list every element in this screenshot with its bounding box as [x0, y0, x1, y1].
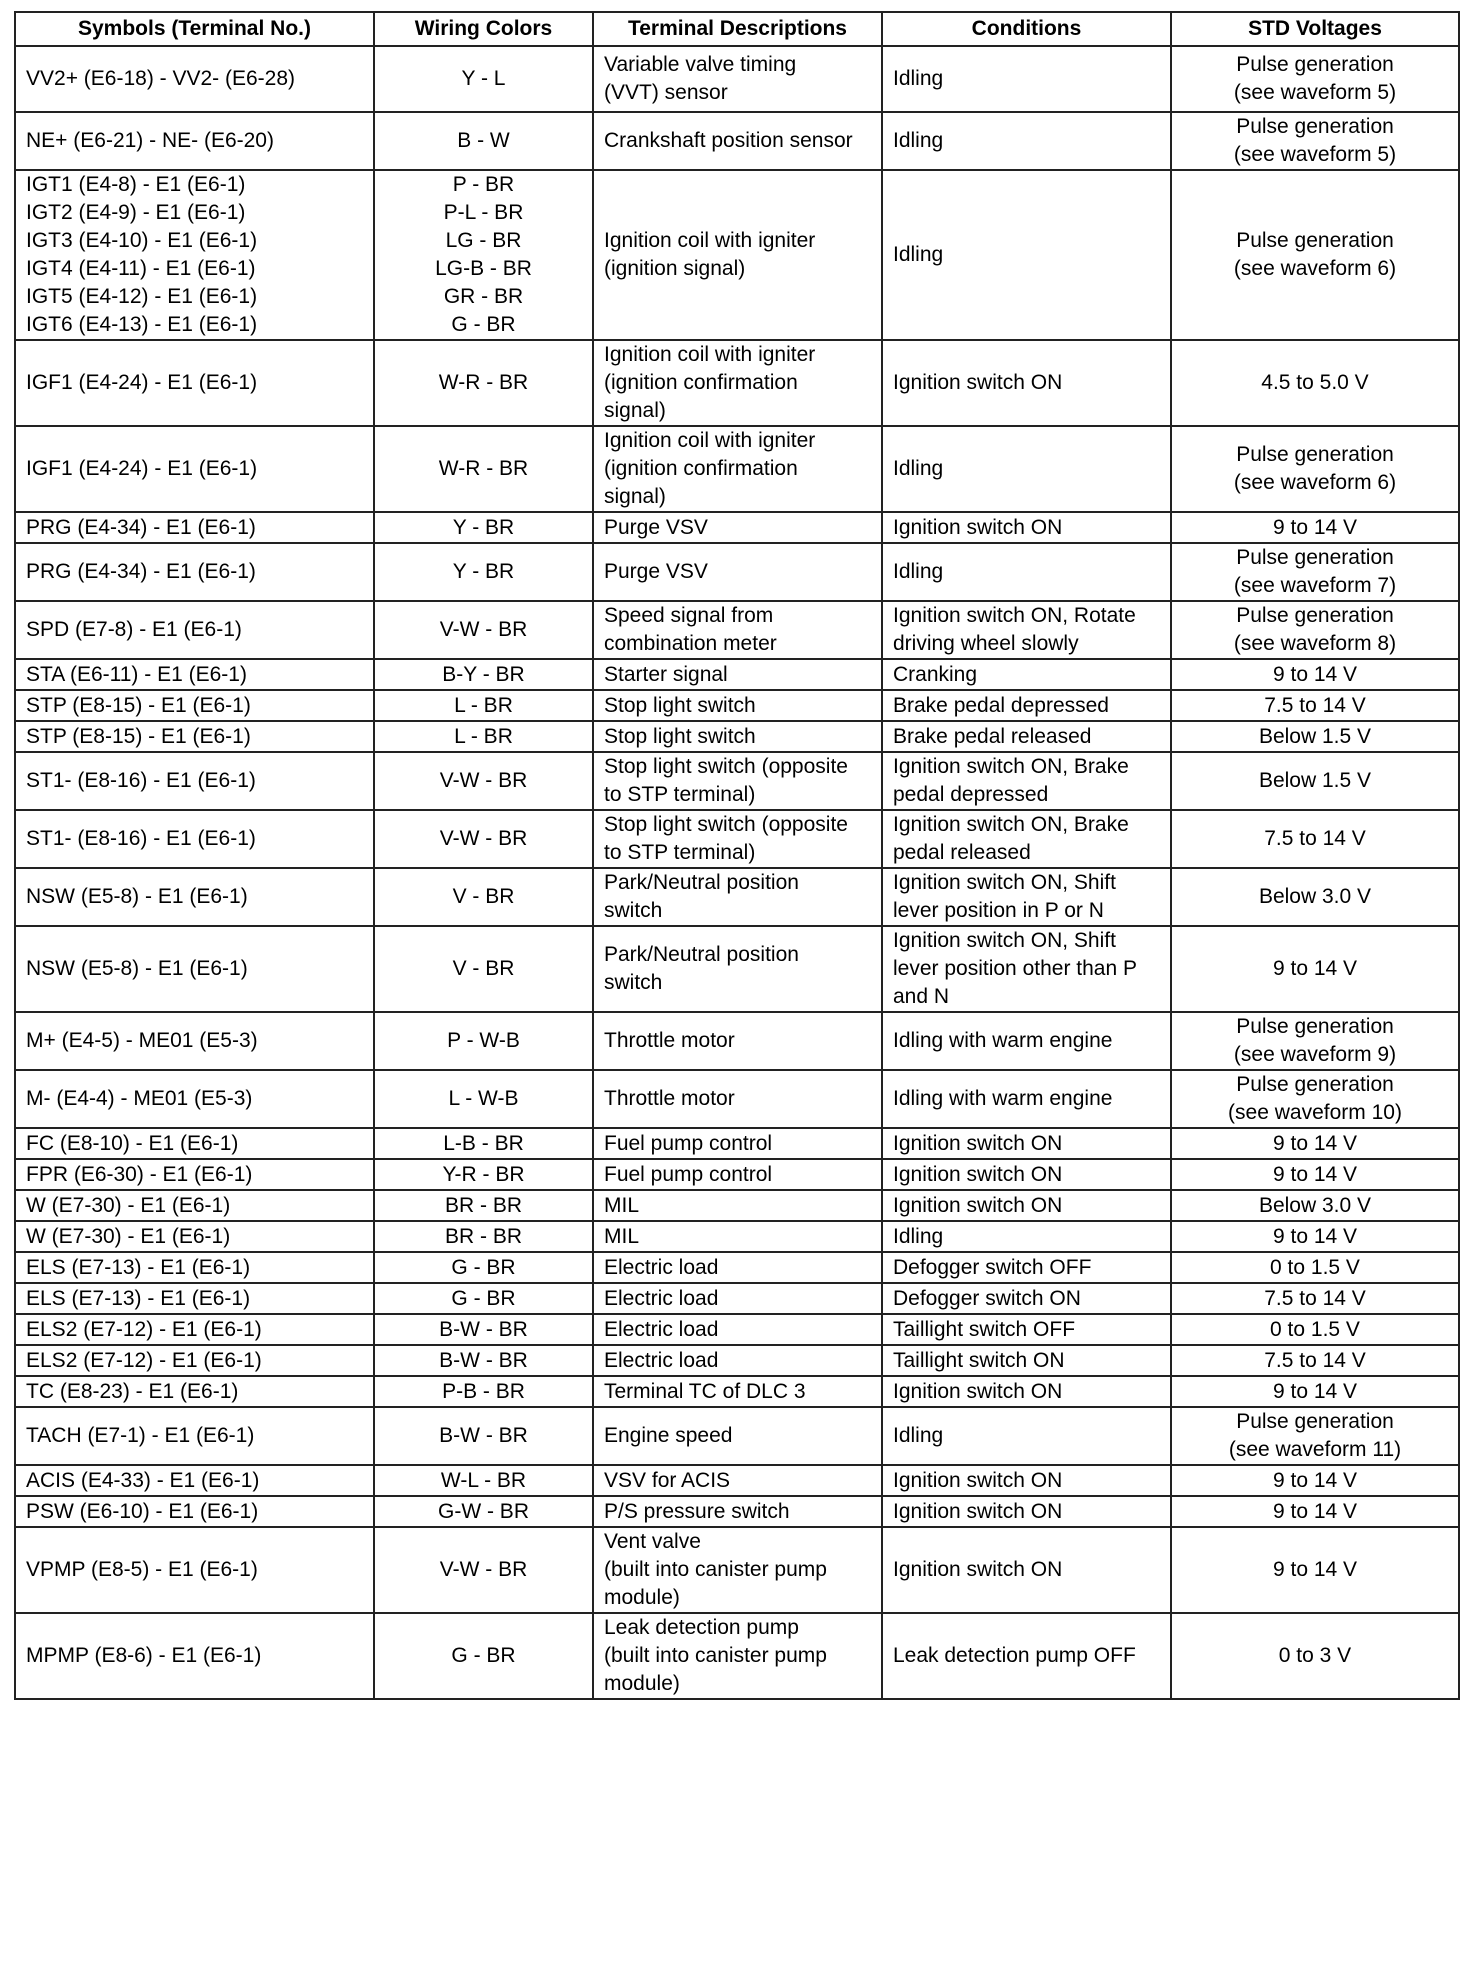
description-cell: Park/Neutral position switch: [593, 926, 882, 1012]
description-cell: Engine speed: [593, 1407, 882, 1465]
wiring-color-cell: W-R - BR: [374, 340, 593, 426]
voltage-cell: Below 3.0 V: [1171, 1190, 1459, 1221]
voltage-cell: Pulse generation (see waveform 5): [1171, 112, 1459, 170]
symbol-cell: IGF1 (E4-24) - E1 (E6-1): [15, 340, 374, 426]
symbol-cell: ACIS (E4-33) - E1 (E6-1): [15, 1465, 374, 1496]
condition-cell: Ignition switch ON, Shift lever position in P or N: [882, 868, 1171, 926]
condition-cell: Ignition switch ON: [882, 1190, 1171, 1221]
symbol-cell: FPR (E6-30) - E1 (E6-1): [15, 1159, 374, 1190]
voltage-cell: 7.5 to 14 V: [1171, 690, 1459, 721]
description-cell: Electric load: [593, 1283, 882, 1314]
voltage-cell: 9 to 14 V: [1171, 926, 1459, 1012]
condition-cell: Idling with warm engine: [882, 1012, 1171, 1070]
wiring-color-cell: G - BR: [374, 1613, 593, 1699]
description-cell: Purge VSV: [593, 512, 882, 543]
condition-cell: Idling: [882, 46, 1171, 112]
header-symbols: Symbols (Terminal No.): [15, 12, 374, 46]
table-row: [15, 1314, 1459, 1345]
table-row: [15, 1190, 1459, 1221]
wiring-color-cell: L - W-B: [374, 1070, 593, 1128]
description-cell: Stop light switch: [593, 690, 882, 721]
wiring-color-cell: B-W - BR: [374, 1345, 593, 1376]
condition-cell: Ignition switch ON: [882, 1465, 1171, 1496]
condition-cell: Idling: [882, 112, 1171, 170]
symbol-cell: M+ (E4-5) - ME01 (E5-3): [15, 1012, 374, 1070]
voltage-cell: Pulse generation (see waveform 11): [1171, 1407, 1459, 1465]
voltage-cell: 9 to 14 V: [1171, 512, 1459, 543]
condition-cell: Defogger switch ON: [882, 1283, 1171, 1314]
symbol-cell: W (E7-30) - E1 (E6-1): [15, 1190, 374, 1221]
symbol-cell: ELS2 (E7-12) - E1 (E6-1): [15, 1345, 374, 1376]
wiring-color-cell: L-B - BR: [374, 1128, 593, 1159]
symbol-cell: ELS2 (E7-12) - E1 (E6-1): [15, 1314, 374, 1345]
description-cell: Starter signal: [593, 659, 882, 690]
symbol-cell: NSW (E5-8) - E1 (E6-1): [15, 926, 374, 1012]
description-cell: Electric load: [593, 1252, 882, 1283]
wiring-color-cell: B-W - BR: [374, 1407, 593, 1465]
description-cell: Speed signal from combination meter: [593, 601, 882, 659]
voltage-cell: 0 to 1.5 V: [1171, 1314, 1459, 1345]
table-row: [15, 46, 1459, 112]
voltage-cell: 9 to 14 V: [1171, 1159, 1459, 1190]
symbol-cell: IGT1 (E4-8) - E1 (E6-1) IGT2 (E4-9) - E1 (E6-1) IGT3 (E4-10) - E1 (E6-1) IGT4 (E4-11) - E1 (E6-1) IGT5 (E4-12) - E1 (E6-1) IGT6 (E4-13) - E1 (E6-1): [15, 170, 374, 340]
description-cell: Crankshaft position sensor: [593, 112, 882, 170]
voltage-cell: 7.5 to 14 V: [1171, 810, 1459, 868]
description-cell: Purge VSV: [593, 543, 882, 601]
condition-cell: Defogger switch OFF: [882, 1252, 1171, 1283]
wiring-color-cell: W-L - BR: [374, 1465, 593, 1496]
wiring-color-cell: B-Y - BR: [374, 659, 593, 690]
table-row: [15, 659, 1459, 690]
symbol-cell: W (E7-30) - E1 (E6-1): [15, 1221, 374, 1252]
table-row: [15, 1376, 1459, 1407]
description-cell: MIL: [593, 1190, 882, 1221]
wiring-color-cell: G - BR: [374, 1252, 593, 1283]
condition-cell: Ignition switch ON: [882, 1496, 1171, 1527]
wiring-color-cell: V - BR: [374, 868, 593, 926]
voltage-cell: Pulse generation (see waveform 9): [1171, 1012, 1459, 1070]
description-cell: Leak detection pump (built into canister pump module): [593, 1613, 882, 1699]
wiring-color-cell: W-R - BR: [374, 426, 593, 512]
wiring-color-cell: P - W-B: [374, 1012, 593, 1070]
condition-cell: Idling: [882, 426, 1171, 512]
condition-cell: Ignition switch ON: [882, 1376, 1171, 1407]
table-row: [15, 601, 1459, 659]
table-row: [15, 426, 1459, 512]
table-body: [15, 46, 1459, 1699]
condition-cell: Ignition switch ON: [882, 1159, 1171, 1190]
wiring-color-cell: Y - BR: [374, 512, 593, 543]
voltage-cell: Pulse generation (see waveform 6): [1171, 170, 1459, 340]
table-row: [15, 1345, 1459, 1376]
condition-cell: Ignition switch ON: [882, 340, 1171, 426]
symbol-cell: MPMP (E8-6) - E1 (E6-1): [15, 1613, 374, 1699]
description-cell: Variable valve timing (VVT) sensor: [593, 46, 882, 112]
wiring-color-cell: P - BR P-L - BR LG - BR LG-B - BR GR - BR G - BR: [374, 170, 593, 340]
symbol-cell: TC (E8-23) - E1 (E6-1): [15, 1376, 374, 1407]
table-row: [15, 926, 1459, 1012]
condition-cell: Idling with warm engine: [882, 1070, 1171, 1128]
table-row: [15, 1252, 1459, 1283]
condition-cell: Brake pedal released: [882, 721, 1171, 752]
condition-cell: Ignition switch ON: [882, 512, 1171, 543]
voltage-cell: 9 to 14 V: [1171, 1376, 1459, 1407]
voltage-cell: 9 to 14 V: [1171, 1128, 1459, 1159]
condition-cell: Ignition switch ON, Brake pedal depressed: [882, 752, 1171, 810]
voltage-cell: Pulse generation (see waveform 8): [1171, 601, 1459, 659]
symbol-cell: PRG (E4-34) - E1 (E6-1): [15, 512, 374, 543]
voltage-cell: Pulse generation (see waveform 5): [1171, 46, 1459, 112]
table-row: [15, 1221, 1459, 1252]
condition-cell: Taillight switch OFF: [882, 1314, 1171, 1345]
table-row: [15, 543, 1459, 601]
table-row: [15, 690, 1459, 721]
wiring-color-cell: V-W - BR: [374, 601, 593, 659]
condition-cell: Taillight switch ON: [882, 1345, 1171, 1376]
voltage-cell: 9 to 14 V: [1171, 1465, 1459, 1496]
condition-cell: Ignition switch ON: [882, 1527, 1171, 1613]
description-cell: Terminal TC of DLC 3: [593, 1376, 882, 1407]
table-row: [15, 752, 1459, 810]
table-row: [15, 340, 1459, 426]
description-cell: Stop light switch (opposite to STP terminal): [593, 752, 882, 810]
symbol-cell: NSW (E5-8) - E1 (E6-1): [15, 868, 374, 926]
wiring-color-cell: G-W - BR: [374, 1496, 593, 1527]
table-row: [15, 810, 1459, 868]
condition-cell: Ignition switch ON, Brake pedal released: [882, 810, 1171, 868]
voltage-cell: Below 1.5 V: [1171, 752, 1459, 810]
wiring-color-cell: V - BR: [374, 926, 593, 1012]
voltage-cell: 0 to 1.5 V: [1171, 1252, 1459, 1283]
description-cell: Electric load: [593, 1345, 882, 1376]
header-std-voltages: STD Voltages: [1171, 12, 1459, 46]
description-cell: Ignition coil with igniter (ignition signal): [593, 170, 882, 340]
description-cell: Electric load: [593, 1314, 882, 1345]
voltage-cell: 0 to 3 V: [1171, 1613, 1459, 1699]
condition-cell: Ignition switch ON: [882, 1128, 1171, 1159]
description-cell: Throttle motor: [593, 1012, 882, 1070]
voltage-cell: Below 1.5 V: [1171, 721, 1459, 752]
wiring-color-cell: P-B - BR: [374, 1376, 593, 1407]
description-cell: MIL: [593, 1221, 882, 1252]
description-cell: Vent valve (built into canister pump module): [593, 1527, 882, 1613]
symbol-cell: ST1- (E8-16) - E1 (E6-1): [15, 810, 374, 868]
description-cell: Stop light switch (opposite to STP terminal): [593, 810, 882, 868]
symbol-cell: ELS (E7-13) - E1 (E6-1): [15, 1252, 374, 1283]
description-cell: Fuel pump control: [593, 1159, 882, 1190]
symbol-cell: STP (E8-15) - E1 (E6-1): [15, 721, 374, 752]
description-cell: Ignition coil with igniter (ignition confirmation signal): [593, 426, 882, 512]
wiring-color-cell: V-W - BR: [374, 1527, 593, 1613]
wiring-color-cell: Y - L: [374, 46, 593, 112]
voltage-cell: 9 to 14 V: [1171, 1527, 1459, 1613]
table-row: [15, 1613, 1459, 1699]
symbol-cell: VPMP (E8-5) - E1 (E6-1): [15, 1527, 374, 1613]
table-row: [15, 1159, 1459, 1190]
condition-cell: Leak detection pump OFF: [882, 1613, 1171, 1699]
symbol-cell: IGF1 (E4-24) - E1 (E6-1): [15, 426, 374, 512]
condition-cell: Brake pedal depressed: [882, 690, 1171, 721]
symbol-cell: FC (E8-10) - E1 (E6-1): [15, 1128, 374, 1159]
symbol-cell: STP (E8-15) - E1 (E6-1): [15, 690, 374, 721]
description-cell: Throttle motor: [593, 1070, 882, 1128]
wiring-color-cell: V-W - BR: [374, 810, 593, 868]
table-row: [15, 1407, 1459, 1465]
voltage-cell: 9 to 14 V: [1171, 659, 1459, 690]
condition-cell: Idling: [882, 1407, 1171, 1465]
table-row: [15, 1128, 1459, 1159]
table-row: [15, 112, 1459, 170]
symbol-cell: SPD (E7-8) - E1 (E6-1): [15, 601, 374, 659]
wiring-color-cell: L - BR: [374, 721, 593, 752]
voltage-cell: 7.5 to 14 V: [1171, 1345, 1459, 1376]
condition-cell: Idling: [882, 170, 1171, 340]
header-row: [15, 12, 1459, 46]
table-row: [15, 1012, 1459, 1070]
wiring-color-cell: L - BR: [374, 690, 593, 721]
wiring-color-cell: V-W - BR: [374, 752, 593, 810]
symbol-cell: STA (E6-11) - E1 (E6-1): [15, 659, 374, 690]
wiring-color-cell: G - BR: [374, 1283, 593, 1314]
description-cell: Stop light switch: [593, 721, 882, 752]
condition-cell: Cranking: [882, 659, 1171, 690]
symbol-cell: TACH (E7-1) - E1 (E6-1): [15, 1407, 374, 1465]
condition-cell: Idling: [882, 1221, 1171, 1252]
condition-cell: Idling: [882, 543, 1171, 601]
voltage-cell: Pulse generation (see waveform 10): [1171, 1070, 1459, 1128]
condition-cell: Ignition switch ON, Rotate driving wheel slowly: [882, 601, 1171, 659]
description-cell: Park/Neutral position switch: [593, 868, 882, 926]
wiring-color-cell: B - W: [374, 112, 593, 170]
condition-cell: Ignition switch ON, Shift lever position other than P and N: [882, 926, 1171, 1012]
table-row: [15, 1527, 1459, 1613]
table-row: [15, 1465, 1459, 1496]
table-row: [15, 1496, 1459, 1527]
table-row: [15, 721, 1459, 752]
wiring-color-cell: BR - BR: [374, 1190, 593, 1221]
symbol-cell: ST1- (E8-16) - E1 (E6-1): [15, 752, 374, 810]
table-row: [15, 1283, 1459, 1314]
terminal-voltage-table: [14, 11, 1460, 1700]
voltage-cell: 9 to 14 V: [1171, 1496, 1459, 1527]
table-row: [15, 868, 1459, 926]
symbol-cell: NE+ (E6-21) - NE- (E6-20): [15, 112, 374, 170]
table-row: [15, 170, 1459, 340]
header-wiring-colors: Wiring Colors: [374, 12, 593, 46]
table-row: [15, 512, 1459, 543]
symbol-cell: ELS (E7-13) - E1 (E6-1): [15, 1283, 374, 1314]
voltage-cell: 7.5 to 14 V: [1171, 1283, 1459, 1314]
description-cell: Ignition coil with igniter (ignition confirmation signal): [593, 340, 882, 426]
table-row: [15, 1070, 1459, 1128]
header-terminal-descriptions: Terminal Descriptions: [593, 12, 882, 46]
description-cell: Fuel pump control: [593, 1128, 882, 1159]
voltage-cell: Below 3.0 V: [1171, 868, 1459, 926]
wiring-color-cell: B-W - BR: [374, 1314, 593, 1345]
wiring-color-cell: Y - BR: [374, 543, 593, 601]
wiring-color-cell: BR - BR: [374, 1221, 593, 1252]
voltage-cell: Pulse generation (see waveform 6): [1171, 426, 1459, 512]
symbol-cell: PSW (E6-10) - E1 (E6-1): [15, 1496, 374, 1527]
description-cell: VSV for ACIS: [593, 1465, 882, 1496]
voltage-cell: 4.5 to 5.0 V: [1171, 340, 1459, 426]
symbol-cell: VV2+ (E6-18) - VV2- (E6-28): [15, 46, 374, 112]
symbol-cell: M- (E4-4) - ME01 (E5-3): [15, 1070, 374, 1128]
wiring-color-cell: Y-R - BR: [374, 1159, 593, 1190]
header-conditions: Conditions: [882, 12, 1171, 46]
description-cell: P/S pressure switch: [593, 1496, 882, 1527]
voltage-cell: 9 to 14 V: [1171, 1221, 1459, 1252]
voltage-cell: Pulse generation (see waveform 7): [1171, 543, 1459, 601]
symbol-cell: PRG (E4-34) - E1 (E6-1): [15, 543, 374, 601]
